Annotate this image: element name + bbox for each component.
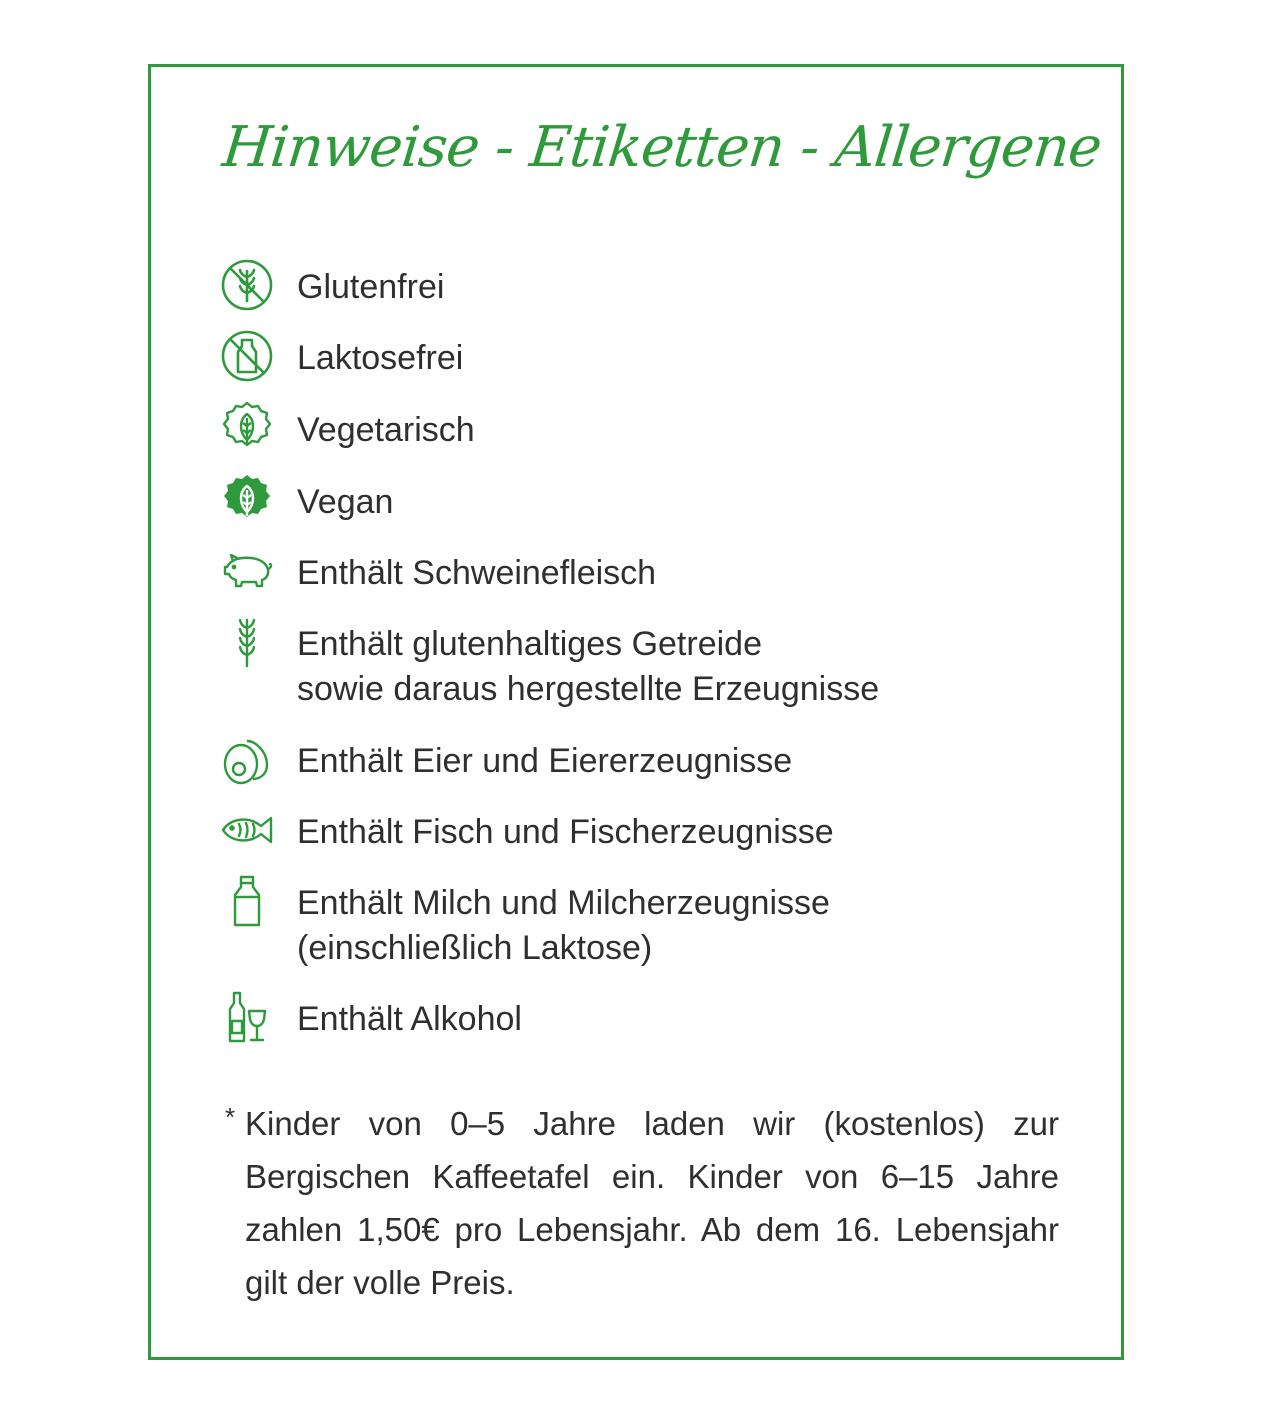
legend-label: Glutenfrei — [297, 268, 445, 306]
footnote — [225, 1097, 1059, 1309]
legend-label: Enthält Milch und Milcherzeugnisse (einschließlich Laktose) — [297, 884, 830, 967]
egg-icon — [219, 731, 275, 787]
legend-label: Enthält Schweinefleisch — [297, 554, 657, 592]
legend-label: Enthält Fisch und Fischerzeugnisse — [297, 813, 834, 851]
legend-label: Enthält Eier und Eiererzeugnisse — [297, 742, 793, 780]
legend-label: Vegetarisch — [297, 411, 475, 449]
gluten-free-icon — [219, 257, 275, 313]
footnote-text: Kinder von 0–5 Jahre laden wir (kostenlos) zur Bergischen Kaffeetafel ein. Kinder von 6–15 Jahre zahlen 1,50€ pro Lebensjahr. Ab dem 16. Lebensjahr gilt der volle Preis. — [245, 1105, 1059, 1301]
legend-label: Vegan — [297, 483, 394, 521]
fish-icon — [219, 802, 275, 858]
legend-label: Laktosefrei — [297, 339, 464, 377]
footnote-marker: * — [225, 1102, 236, 1132]
allergen-legend-card — [148, 64, 1124, 1360]
legend-label: Enthält Alkohol — [297, 1000, 522, 1038]
vegetarian-leaf-icon — [219, 400, 275, 456]
legend-label: Enthält glutenhaltiges Getreide sowie daraus hergestellte Erzeugnisse — [297, 625, 880, 708]
alcohol-icon — [219, 989, 275, 1045]
pig-icon — [219, 543, 275, 599]
wheat-icon — [219, 614, 275, 670]
milk-bottle-icon — [219, 873, 275, 929]
page-title: Hinweise - Etiketten - Allergene — [219, 115, 1105, 180]
lactose-free-icon — [219, 328, 275, 384]
vegan-leaf-icon — [219, 472, 275, 528]
